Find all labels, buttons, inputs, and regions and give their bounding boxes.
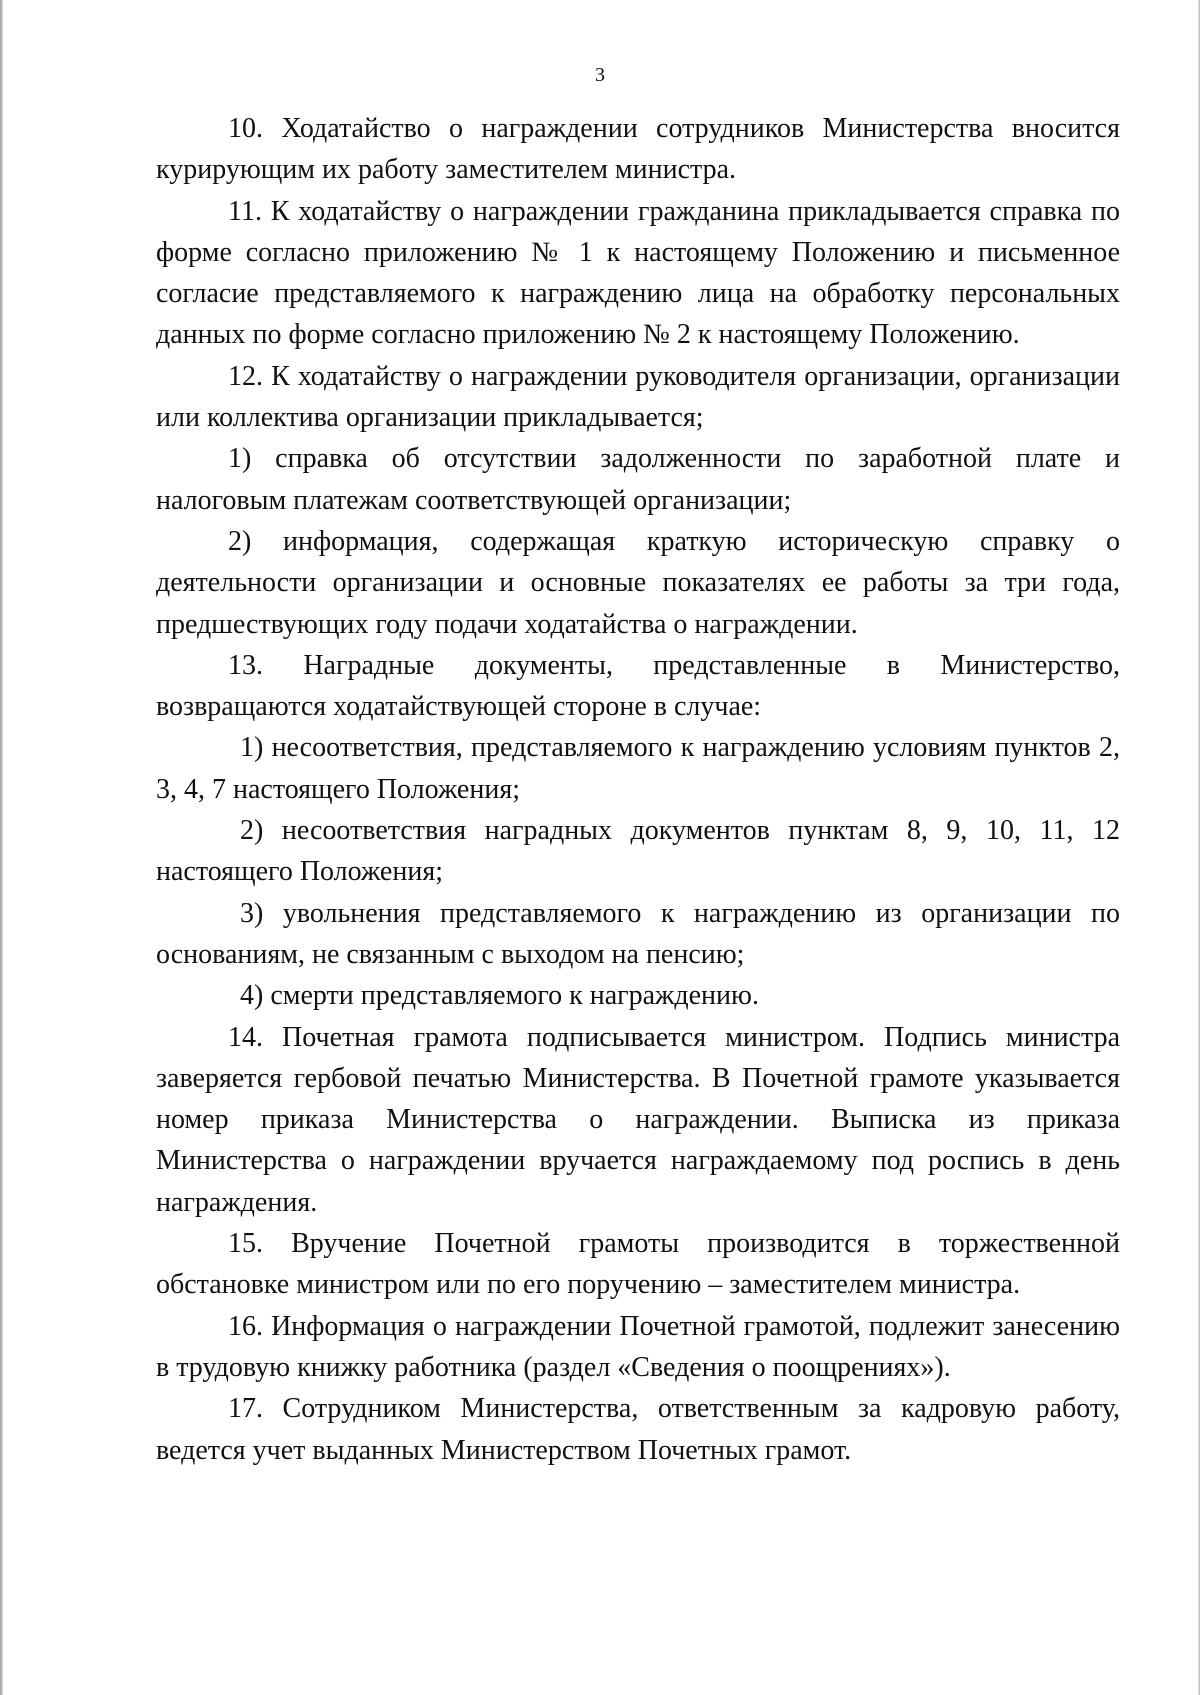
paragraph-13-item-3: 3) увольнения представляемого к награждению из организации по основаниям, не связанным с выходом на пенсию; — [156, 897, 1120, 970]
page-number: 3 — [595, 64, 605, 86]
paragraph-13-item-2: 2) несоответствия наградных документов пунктам 8, 9, 10, 11, 12 настоящего Положения; — [156, 815, 1120, 888]
paragraph-17: 17. Сотрудником Министерства, ответственным за кадровую работу, ведется учет выданных Министерством Почетных грамот. — [156, 1393, 1120, 1466]
paragraph-13-item-1: 1) несоответствия, представляемого к награждению условиям пунктов 2, 3, 4, 7 настоящего Положения; — [156, 732, 1120, 805]
paragraph-12-item-1: 1) справка об отсутствии задолженности по заработной плате и налоговым платежам соответствующей организации; — [156, 443, 1120, 516]
paragraph-13: 13. Наградные документы, представленные в Министерство, возвращаются ходатайствующей стороне в случае: — [156, 649, 1120, 723]
paragraph-12-item-2: 2) информация, содержащая краткую историческую справку о деятельности организации и основные показателях ее работы за три года, предшествующих году подачи ходатайства о награждении. — [156, 525, 1120, 640]
paragraph-15: 15. Вручение Почетной грамоты производится в торжественной обстановке министром или по его поручению – заместителем министра. — [156, 1228, 1120, 1301]
paragraph-14: 14. Почетная грамота подписывается министром. Подпись министра заверяется гербовой печатью Министерства. В Почетной грамоте указывается номер приказа Министерства о награждении. Выписка из приказа Министерства о награждении вручается награждаемому под роспись в день награждения. — [156, 1021, 1120, 1218]
document-body — [156, 108, 1120, 1471]
paragraph-12: 12. К ходатайству о награждении руководителя организации, организации или коллектива организации прикладывается; — [156, 360, 1120, 434]
paragraph-13-item-4: 4) смерти представляемого к награждению. — [240, 980, 759, 1012]
scan-edge-left — [0, 0, 3, 1695]
paragraph-11: 11. К ходатайству о награждении гражданина прикладывается справка по форме согласно приложению № 1 к настоящему Положению и письменное согласие представляемого к награждению лица на обработку персональных данных по форме согласно приложению № 2 к настоящему Положению. — [156, 195, 1120, 351]
paragraph-10: 10. Ходатайство о награждении сотрудников Министерства вносится курирующим их работу заместителем министра. — [156, 113, 1120, 186]
paragraph-16: 16. Информация о награждении Почетной грамотой, подлежит занесению в трудовую книжку работника (раздел «Сведения о поощрениях»). — [156, 1310, 1120, 1383]
